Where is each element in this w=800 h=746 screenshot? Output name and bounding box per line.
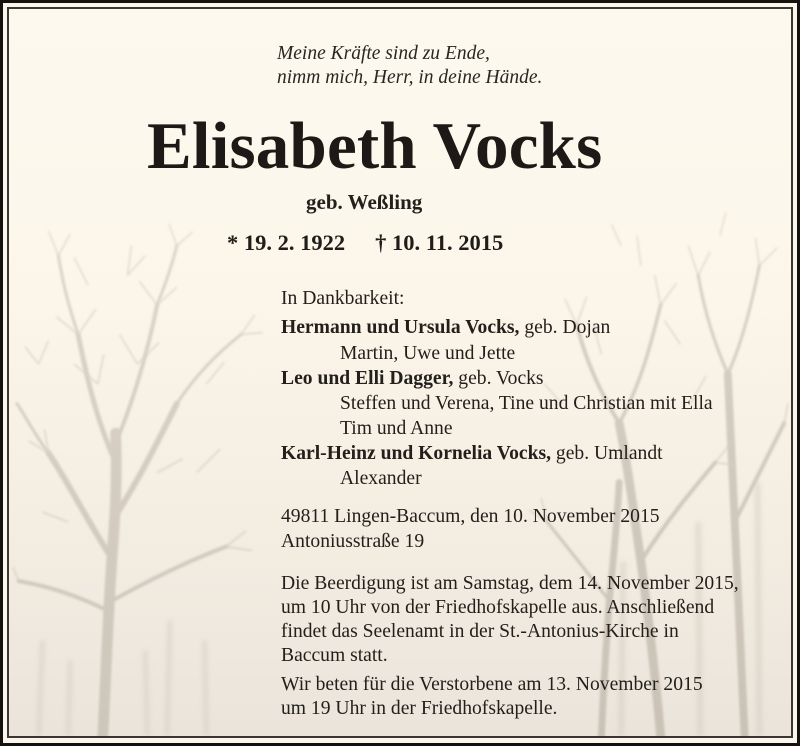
family-2-line — [281, 367, 544, 391]
family-1-names: Hermann und Ursula Vocks, — [281, 317, 520, 338]
motto-line-2: nimm mich, Herr, in deine Hände. — [277, 67, 543, 88]
life-dates — [227, 229, 503, 257]
funeral-line-3: findet das Seelenamt in der St.-Antonius-Kirche in — [281, 621, 679, 642]
birth-star-symbol: * — [227, 230, 239, 255]
mourners-intro: In Dankbarkeit: — [281, 288, 405, 309]
deceased-name: Elisabeth Vocks — [147, 109, 603, 183]
family-2-children-1: Steffen und Verena, Tine und Christian mit Ella — [340, 393, 713, 414]
address-line-1: 49811 Lingen-Baccum, den 10. November 2015 — [281, 506, 660, 527]
deceased-maiden-name: geb. Weßling — [306, 190, 423, 214]
prayer-line-1: Wir beten für die Verstorbene am 13. November 2015 — [281, 674, 703, 695]
motto-line-1: Meine Kräfte sind zu Ende, — [277, 43, 490, 64]
family-2-children-2: Tim und Anne — [340, 418, 453, 439]
funeral-line-1: Die Beerdigung ist am Samstag, dem 14. November 2015, — [281, 573, 739, 594]
birth-date: 19. 2. 1922 — [243, 230, 346, 255]
funeral-line-4: Baccum statt. — [281, 645, 388, 666]
family-3-children: Alexander — [340, 468, 422, 489]
family-2-maiden: geb. Vocks — [453, 368, 544, 389]
address-line-2: Antoniusstraße 19 — [281, 531, 425, 552]
family-1-children: Martin, Uwe und Jette — [340, 343, 516, 364]
death-cross-icon: † — [375, 230, 387, 255]
family-3-line — [281, 442, 663, 466]
family-1-maiden: geb. Dojan — [519, 317, 611, 338]
prayer-line-2: um 19 Uhr in der Friedhofskapelle. — [281, 698, 558, 719]
obituary-content — [9, 9, 791, 736]
family-1-line — [281, 316, 610, 340]
family-3-maiden: geb. Umlandt — [551, 443, 663, 464]
family-2-names: Leo und Elli Dagger, — [281, 368, 454, 389]
obituary-inner-frame — [7, 7, 793, 738]
family-3-names: Karl-Heinz und Kornelia Vocks, — [281, 443, 551, 464]
death-date: 10. 11. 2015 — [392, 230, 504, 255]
funeral-line-2: um 10 Uhr von der Friedhofskapelle aus. Anschließend — [281, 597, 715, 618]
